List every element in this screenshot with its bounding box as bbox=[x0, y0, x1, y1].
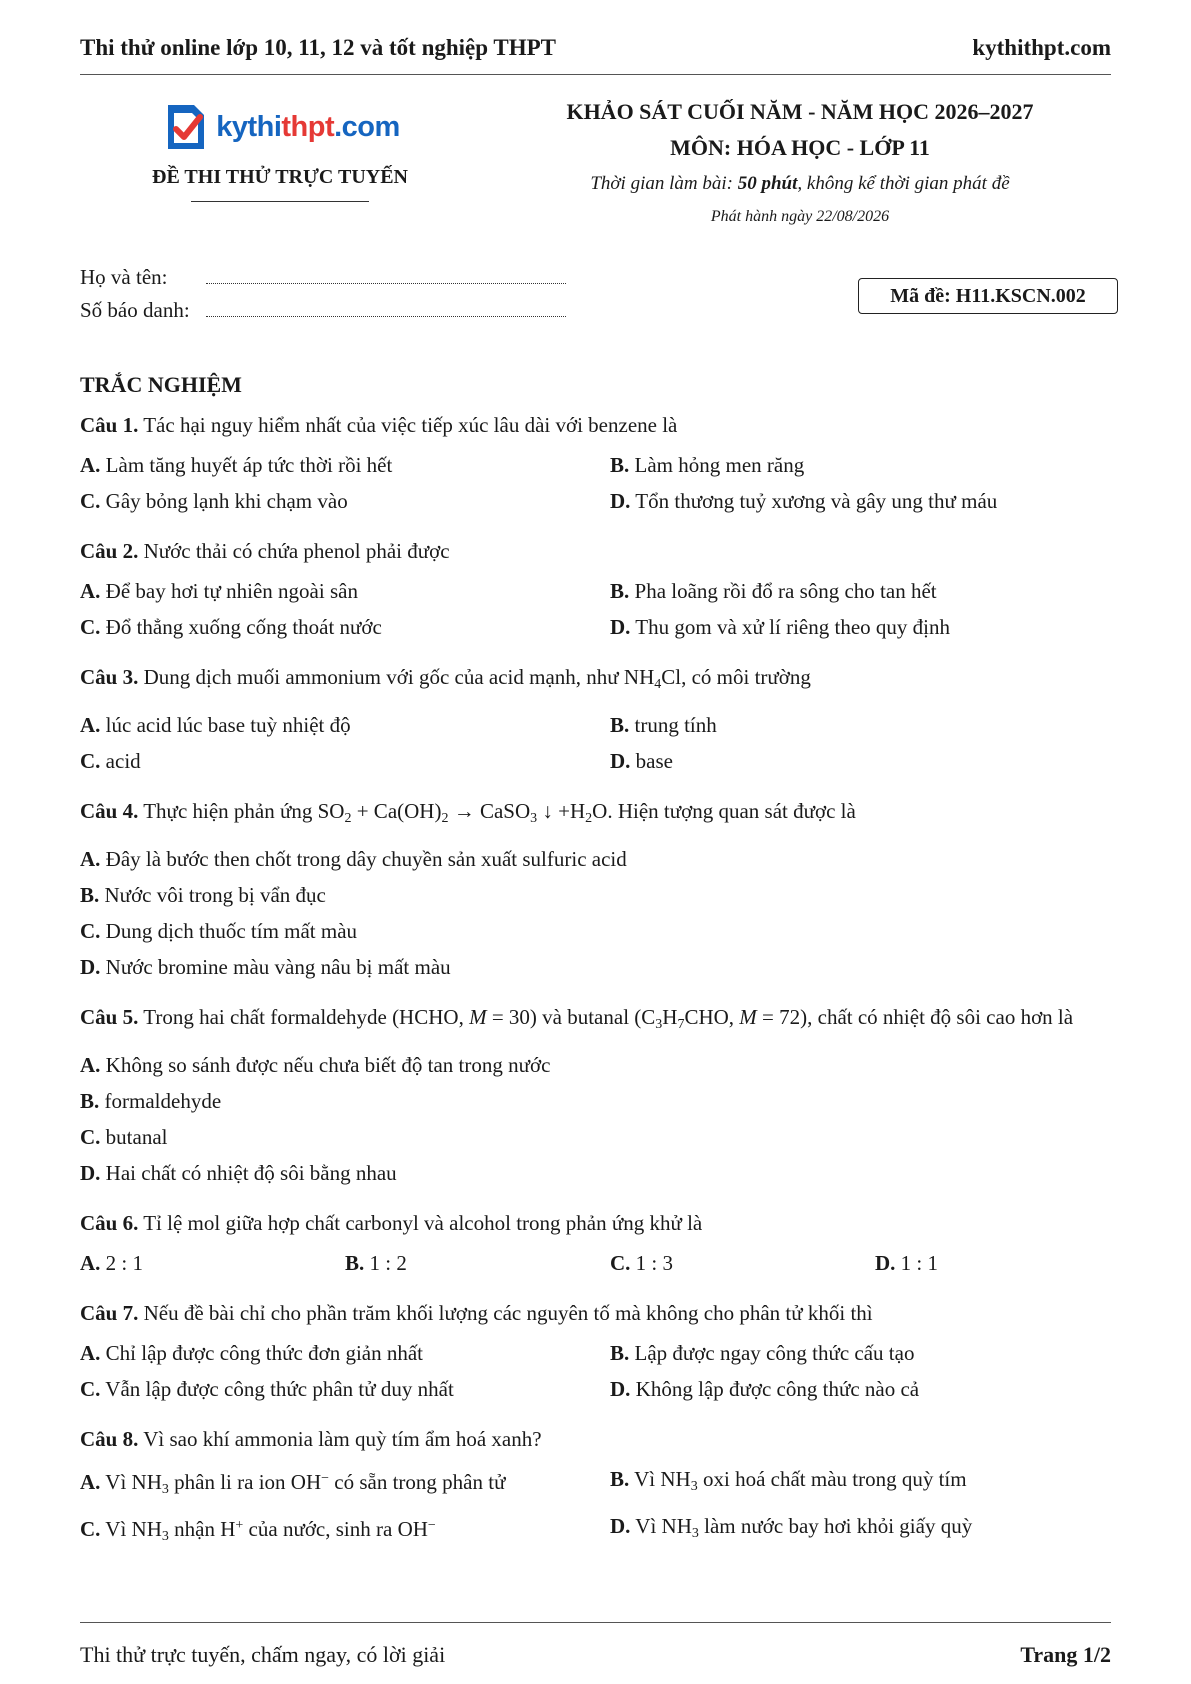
question-1-options bbox=[80, 450, 1120, 516]
header-title: Thi thử online lớp 10, 11, 12 và tốt nghiệp THPT bbox=[80, 35, 556, 60]
exam-code-box: Mã đề: H11.KSCN.002 bbox=[858, 278, 1118, 314]
option-c[interactable]: C. Vẫn lập được công thức phân tử duy nhất bbox=[80, 1377, 454, 1401]
question-2: Câu 2. Nước thải có chứa phenol phải được bbox=[80, 539, 450, 563]
footer bbox=[80, 1642, 1111, 1668]
question-1: Câu 1. Tác hại nguy hiểm nhất của việc tiếp xúc lâu dài với benzene là bbox=[80, 413, 678, 437]
question-6: Câu 6. Tỉ lệ mol giữa hợp chất carbonyl và alcohol trong phản ứng khử là bbox=[80, 1211, 703, 1235]
option-b[interactable]: B. Làm hỏng men răng bbox=[610, 453, 805, 477]
option-a[interactable]: A. Chỉ lập được công thức đơn giản nhất bbox=[80, 1341, 423, 1365]
option-c[interactable]: C. Dung dịch thuốc tím mất màu bbox=[80, 919, 358, 943]
question-6-options bbox=[80, 1248, 1120, 1278]
option-d[interactable]: D. Hai chất có nhiệt độ sôi bằng nhau bbox=[80, 1161, 397, 1185]
option-c[interactable]: C. Gây bỏng lạnh khi chạm vào bbox=[80, 489, 348, 513]
student-info bbox=[80, 265, 566, 331]
option-b[interactable]: B. Vì $NH_3$ oxi hoá chất màu trong quỳ tím bbox=[610, 1467, 967, 1494]
question-4: Câu 4. Thực hiện phản ứng $SO_2 + Ca(OH)_2$ → CaSO$_3$ ↓ $+H_2O$. Hiện tượng quan sát được là bbox=[80, 799, 856, 826]
id-field[interactable] bbox=[206, 299, 566, 317]
option-d[interactable]: D. Không lập được công thức nào cả bbox=[610, 1377, 920, 1401]
option-c[interactable]: C. butanal bbox=[80, 1125, 168, 1149]
option-c[interactable]: C. acid bbox=[80, 749, 141, 773]
option-b[interactable]: B. 1 : 2 bbox=[345, 1251, 407, 1275]
question-2-options bbox=[80, 576, 1120, 642]
footer-divider bbox=[80, 1622, 1111, 1623]
option-a[interactable]: A. Vì $NH_3$ phân li ra ion OH− có sẵn trong phân tử bbox=[80, 1470, 506, 1497]
option-d[interactable]: D. Thu gom và xử lí riêng theo quy định bbox=[610, 615, 950, 639]
org-underline bbox=[191, 201, 369, 202]
exam-subject: MÔN: HÓA HỌC - LỚP 11 bbox=[670, 135, 930, 160]
option-b[interactable]: B. Nước vôi trong bị vẩn đục bbox=[80, 883, 326, 907]
header-divider bbox=[80, 74, 1111, 75]
section-title: TRẮC NGHIỆM bbox=[80, 372, 242, 397]
question-list bbox=[80, 410, 1120, 1552]
option-c[interactable]: C. 1 : 3 bbox=[610, 1251, 674, 1275]
exam-title: KHẢO SÁT CUỐI NĂM - NĂM HỌC 2026–2027 bbox=[566, 99, 1034, 124]
option-a[interactable]: A. Đây là bước then chốt trong dây chuyền sản xuất sulfuric acid bbox=[80, 847, 627, 871]
question-3-options bbox=[80, 710, 1120, 776]
org-subtitle: ĐỀ THI THỬ TRỰC TUYẾN bbox=[152, 166, 408, 188]
question-3: Câu 3. Dung dịch muối ammonium với gốc của acid mạnh, như $NH_4Cl$, có môi trường bbox=[80, 665, 811, 692]
top-header bbox=[80, 22, 1111, 74]
option-a[interactable]: A. 2 : 1 bbox=[80, 1251, 144, 1275]
option-d[interactable]: D. base bbox=[610, 749, 673, 773]
question-7: Câu 7. Nếu đề bài chỉ cho phần trăm khối lượng các nguyên tố mà không cho phân tử khối thì bbox=[80, 1301, 873, 1325]
name-row bbox=[80, 265, 566, 298]
logo-text: kythithpt.com bbox=[216, 110, 400, 143]
header-site: kythithpt.com bbox=[972, 35, 1111, 60]
page-number: Trang 1/2 bbox=[1020, 1642, 1111, 1667]
logo-check-icon bbox=[160, 101, 210, 153]
option-c[interactable]: C. Đổ thẳng xuống cống thoát nước bbox=[80, 615, 382, 639]
option-a[interactable]: A. Không so sánh được nếu chưa biết độ tan trong nước bbox=[80, 1053, 551, 1077]
option-b[interactable]: B. Pha loãng rồi đổ ra sông cho tan hết bbox=[610, 579, 937, 603]
logo bbox=[120, 98, 440, 156]
question-8-options bbox=[80, 1464, 1120, 1552]
option-b[interactable]: B. formaldehyde bbox=[80, 1089, 222, 1113]
exam-release-date: Phát hành ngày 22/08/2026 bbox=[710, 208, 890, 225]
question-8: Câu 8. Vì sao khí ammonia làm quỳ tím ẩm hoá xanh? bbox=[80, 1427, 542, 1451]
exam-title-block bbox=[520, 94, 1080, 232]
name-field[interactable] bbox=[206, 266, 566, 284]
logo-block bbox=[120, 98, 440, 202]
id-label: Số báo danh: bbox=[80, 298, 190, 322]
exam-time: Thời gian làm bài: 50 phút, không kể thời gian phát đề bbox=[590, 173, 1010, 194]
question-4-options bbox=[80, 844, 1120, 982]
option-d[interactable]: D. Nước bromine màu vàng nâu bị mất màu bbox=[80, 955, 451, 979]
option-a[interactable]: A. lúc acid lúc base tuỳ nhiệt độ bbox=[80, 713, 351, 737]
question-5-options bbox=[80, 1050, 1120, 1188]
option-a[interactable]: A. Để bay hơi tự nhiên ngoài sân bbox=[80, 579, 358, 603]
option-d[interactable]: D. 1 : 1 bbox=[875, 1251, 939, 1275]
question-7-options bbox=[80, 1338, 1120, 1404]
name-label: Họ và tên: bbox=[80, 265, 168, 289]
option-b[interactable]: B. trung tính bbox=[610, 713, 717, 737]
option-d[interactable]: D. Vì $NH_3$ làm nước bay hơi khỏi giấy quỳ bbox=[610, 1514, 973, 1541]
option-d[interactable]: D. Tổn thương tuỷ xương và gây ung thư máu bbox=[610, 489, 998, 513]
option-a[interactable]: A. Làm tăng huyết áp tức thời rồi hết bbox=[80, 453, 393, 477]
option-b[interactable]: B. Lập được ngay công thức cấu tạo bbox=[610, 1341, 915, 1365]
question-5: Câu 5. Trong hai chất formaldehyde (HCHO, M = 30) và butanal ($C_3H_7CHO$, M = 72), chất có nhiệt độ sôi cao hơn là bbox=[80, 1005, 1074, 1032]
id-row bbox=[80, 298, 566, 331]
footer-slogan: Thi thử trực tuyến, chấm ngay, có lời giải bbox=[80, 1642, 446, 1667]
option-c[interactable]: C. Vì $NH_3$ nhận H+ của nước, sinh ra OH− bbox=[80, 1517, 436, 1544]
